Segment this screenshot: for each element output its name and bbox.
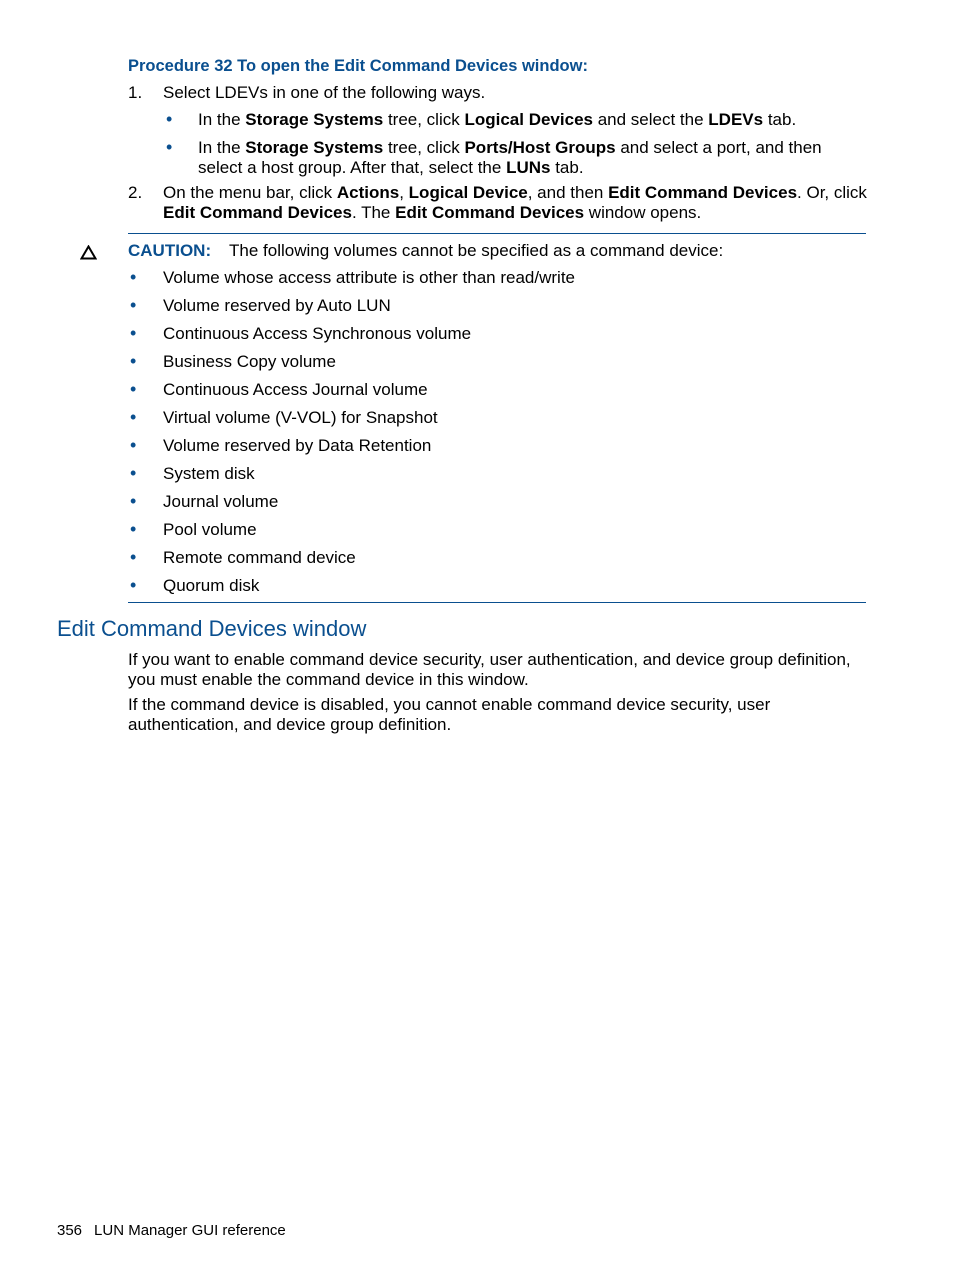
bullet-icon: • (130, 435, 137, 455)
bullet-icon: • (130, 575, 137, 595)
list-item: Virtual volume (V-VOL) for Snapshot (163, 408, 438, 427)
list-item: Pool volume (163, 520, 257, 539)
caution-bottom-rule (128, 602, 866, 603)
step-1-number: 1. (128, 83, 143, 102)
bullet-icon: • (166, 137, 173, 157)
list-item: System disk (163, 464, 255, 483)
procedure-title: Procedure 32 To open the Edit Command Devices window: (128, 57, 588, 75)
bullet-icon: • (130, 323, 137, 343)
step-2-number: 2. (128, 183, 143, 202)
caution-intro: The following volumes cannot be specified as a command device: (229, 241, 724, 260)
bullet-icon: • (130, 295, 137, 315)
list-item: Journal volume (163, 492, 279, 511)
bullet-icon: • (130, 491, 137, 511)
bullet-icon: • (130, 267, 137, 287)
section-heading: Edit Command Devices window (57, 616, 367, 641)
bullet-icon: • (130, 463, 137, 483)
step-1-option-a: In the Storage Systems tree, click Logical Devices and select the LDEVs tab. (198, 110, 797, 129)
bullet-icon: • (130, 351, 137, 371)
caution-label: CAUTION: (128, 241, 212, 260)
list-item: Volume reserved by Auto LUN (163, 296, 391, 315)
bullet-icon: • (130, 547, 137, 567)
warning-triangle-icon (80, 245, 97, 260)
bullet-icon: • (130, 519, 137, 539)
step-1-option-b: In the Storage Systems tree, click Ports/Host Groups and select a port, and then select a host group. After that, select the LUNs tab. (198, 138, 822, 177)
list-item: Business Copy volume (163, 352, 336, 371)
list-item: Volume whose access attribute is other than read/write (163, 268, 575, 287)
list-item: Remote command device (163, 548, 356, 567)
list-item: Continuous Access Journal volume (163, 380, 428, 399)
list-item: Continuous Access Synchronous volume (163, 324, 472, 343)
page-number: 356 (57, 1222, 83, 1239)
list-item: Volume reserved by Data Retention (163, 436, 432, 455)
section-paragraph-2: If the command device is disabled, you cannot enable command device security, user authentication, and device group definition. (128, 695, 771, 734)
list-item: Quorum disk (163, 576, 260, 595)
caution-top-rule (128, 233, 866, 234)
step-2-text: On the menu bar, click Actions, Logical Device, and then Edit Command Devices. Or, click Edit Command Devices. The Edit Command Devices window opens. (163, 183, 867, 222)
chapter-title: LUN Manager GUI reference (94, 1222, 286, 1239)
page-footer (57, 1222, 286, 1240)
section-paragraph-1: If you want to enable command device security, user authentication, and device group definition, you must enable the command device in this window. (128, 650, 851, 689)
step-1-text: Select LDEVs in one of the following ways. (163, 83, 486, 102)
bullet-icon: • (130, 407, 137, 427)
bullet-icon: • (130, 379, 137, 399)
bullet-icon: • (166, 109, 173, 129)
